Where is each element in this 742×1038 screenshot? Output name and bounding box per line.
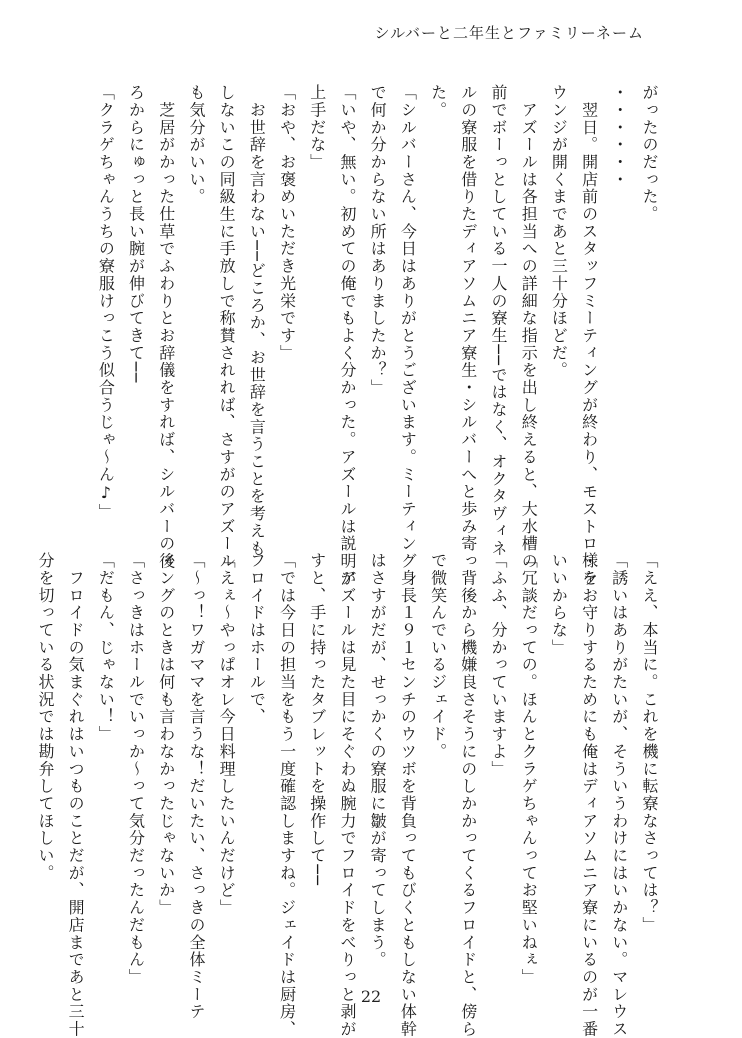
text-line: フロイドはホールで、 (247, 552, 267, 726)
text-line: 翌日。開店前のスタッフミーティングが終わり、モストロ・ラ (579, 84, 599, 588)
text-line: た。 (428, 84, 448, 119)
text-line: お世辞を言わない──どころか、お世辞を言うことを考えも (247, 84, 267, 558)
text-line: 「クラゲちゃんうちの寮服けっこう似合うじゃ〜ん♪」 (96, 84, 116, 521)
text-line: 分を切っている状況では勘弁してほしい。 (35, 552, 55, 882)
text-line: すと、手に持ったタブレットを操作して── (307, 552, 327, 887)
running-header-title: シルバーと二年生とファミリーネーム (374, 24, 644, 42)
text-line: 背後から機嫌良さそうにのしかかってくるフロイドと、傍ら (458, 552, 478, 1038)
text-line: で何か分からない所はありましたか？」 (368, 84, 388, 397)
text-line: 前でボーっとしている一人の寮生──ではなく、オクタヴィネ (488, 84, 508, 558)
text-line: 「ふふ、分かっていますよ」 (488, 552, 508, 778)
text-line: しないこの同級生に手放しで称賛されれば、さすがのアズール (217, 84, 237, 570)
scene-break: ・・・・・・ (609, 84, 629, 189)
text-line: 「では今日の担当をもう一度確認しますね。ジェイドは厨房、 (277, 552, 297, 1038)
text-line: 「おや、お褒めいただき光栄です」 (277, 84, 297, 362)
text-line: ウンジが開くまであと三十分ほどだ。 (549, 84, 569, 379)
text-line: ィングのときは何も言わなかったじゃないか」 (156, 552, 176, 917)
text-line: ろからにゅっと長い腕が伸びてきて── (126, 84, 146, 384)
text-line: 「いや、無い。初めての俺でもよく分かった。アズールは説明が (337, 84, 357, 588)
text-line: で微笑んでいるジェイド。 (428, 552, 448, 761)
text-line: 身長１９１センチのウツボを背負ってもびくともしない体幹 (398, 552, 418, 1038)
text-line: がったのだった。 (640, 84, 659, 223)
text-line: 「シルバーさん、今日はありがとうございます。ミーティング (398, 84, 418, 570)
page-number: 22 (360, 987, 382, 1006)
text-line: 「冗談だっての。ほんとクラゲちゃんってお堅いねぇ」 (519, 552, 539, 986)
text-line: 「〜っ！ワガママを言うな！だいたい、さっきの全体ミーテ (186, 552, 206, 1021)
text-line: 芝居がかった仕草でふわりとお辞儀をすれば、シルバーの後 (156, 84, 176, 570)
text-line: ルの寮服を借りたディアソムニア寮生・シルバーへと歩み寄っ (458, 84, 478, 570)
text-line: 「誘いはありがたいが、そういうわけにはいかない。マレウス (609, 552, 629, 1038)
text-line: 上手だな」 (307, 84, 327, 171)
text-line: も気分がいい。 (186, 84, 206, 206)
text-line: アズールは見た目にそぐわぬ腕力でフロイドをべりっと剥が (337, 552, 357, 1038)
text-line: フロイドの気まぐれはいつものことだが、開店まであと三十 (66, 552, 86, 1038)
text-line: アズールは各担当への詳細な指示を出し終えると、大水槽の (519, 84, 539, 570)
text-line: 「さっきはホールでいっか〜って気分だったんだもん」 (126, 552, 146, 986)
text-line: 様をお守りするためにも俺はディアソムニア寮にいるのが一番 (579, 552, 599, 1038)
text-line: 「ええ、本当に。これを機に転寮なさっては？」 (640, 552, 659, 934)
text-line: はさすがだが、せっかくの寮服に皺が寄ってしまう。 (368, 552, 388, 969)
text-line: 「だもん、じゃない！」 (96, 552, 116, 743)
text-line: いいからな」 (549, 552, 569, 657)
text-column-top (82, 84, 664, 588)
text-line: 「えぇ〜やっぱオレ今日料理したいんだけど」 (217, 552, 237, 917)
